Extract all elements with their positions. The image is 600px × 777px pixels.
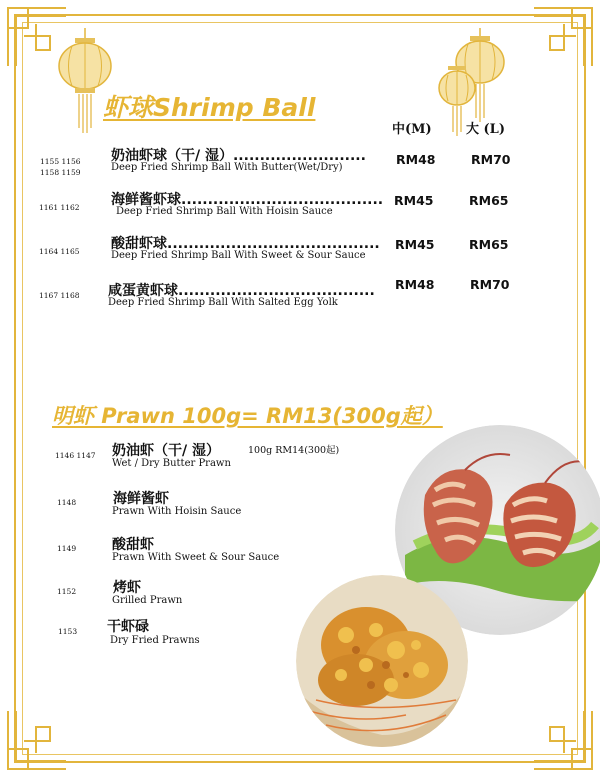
- price-medium: RM48: [395, 277, 435, 292]
- shrimp-section-title: 虾球Shrimp Ball: [103, 93, 316, 122]
- item-name-en: Deep Fried Shrimp Ball With Salted Egg Yolk: [108, 297, 338, 308]
- item-name-en: Deep Fried Shrimp Ball With Hoisin Sauce: [116, 206, 333, 217]
- frame-corner-icon: [532, 6, 594, 68]
- size-medium-header: 中(M): [392, 122, 432, 137]
- item-price-note: 100g RM14(300起): [248, 445, 340, 456]
- item-name-en: Grilled Prawn: [112, 595, 183, 606]
- item-code: 1155 1156: [40, 157, 81, 166]
- item-code: 1153: [58, 627, 78, 636]
- item-code: 1152: [57, 587, 77, 596]
- fried-shrimp-photo: [296, 575, 468, 747]
- prawn-section-title: 明虾 Prawn 100g= RM13(300g起）: [52, 404, 443, 428]
- item-name-cn: 酸甜虾球........................................: [111, 236, 380, 252]
- price-large: RM65: [469, 237, 509, 252]
- item-name-cn: 干虾碌: [107, 619, 149, 635]
- item-code: 1167 1168: [39, 291, 80, 300]
- frame-corner-icon: [6, 709, 68, 771]
- item-name-en: Wet / Dry Butter Prawn: [112, 458, 231, 469]
- item-code: 1149: [57, 544, 77, 553]
- item-name-cn: 烤虾: [113, 580, 141, 596]
- item-name-cn: 海鲜酱虾: [113, 491, 169, 507]
- price-medium: RM45: [394, 193, 434, 208]
- item-name-cn: 咸蛋黄虾球.....................................: [108, 283, 375, 299]
- item-name-en: Prawn With Hoisin Sauce: [112, 506, 242, 517]
- price-large: RM65: [469, 193, 509, 208]
- item-name-cn: 酸甜虾: [112, 537, 154, 553]
- item-name-cn: 海鲜酱虾球......................................: [111, 192, 384, 208]
- item-code: 1148: [57, 498, 77, 507]
- price-medium: RM45: [395, 237, 435, 252]
- item-code: 1161 1162: [39, 203, 80, 212]
- item-name-en: Deep Fried Shrimp Ball With Butter(Wet/Dry): [111, 162, 343, 173]
- item-code: 1164 1165: [39, 247, 80, 256]
- price-large: RM70: [471, 152, 511, 167]
- price-medium: RM48: [396, 152, 436, 167]
- frame-corner-icon: [532, 709, 594, 771]
- item-code: 1146 1147: [55, 451, 96, 460]
- item-name-en: Prawn With Sweet & Sour Sauce: [112, 552, 280, 563]
- size-large-header: 大 (L): [466, 122, 505, 137]
- item-name-cn: 奶油虾（干/ 湿）: [112, 443, 220, 459]
- price-large: RM70: [470, 277, 510, 292]
- item-name-en: Dry Fried Prawns: [110, 635, 200, 646]
- item-name-en: Deep Fried Shrimp Ball With Sweet & Sour Sauce: [111, 250, 366, 261]
- item-code: 1158 1159: [40, 168, 81, 177]
- item-name-cn: 奶油虾球（干/ 湿）.........................: [111, 148, 366, 164]
